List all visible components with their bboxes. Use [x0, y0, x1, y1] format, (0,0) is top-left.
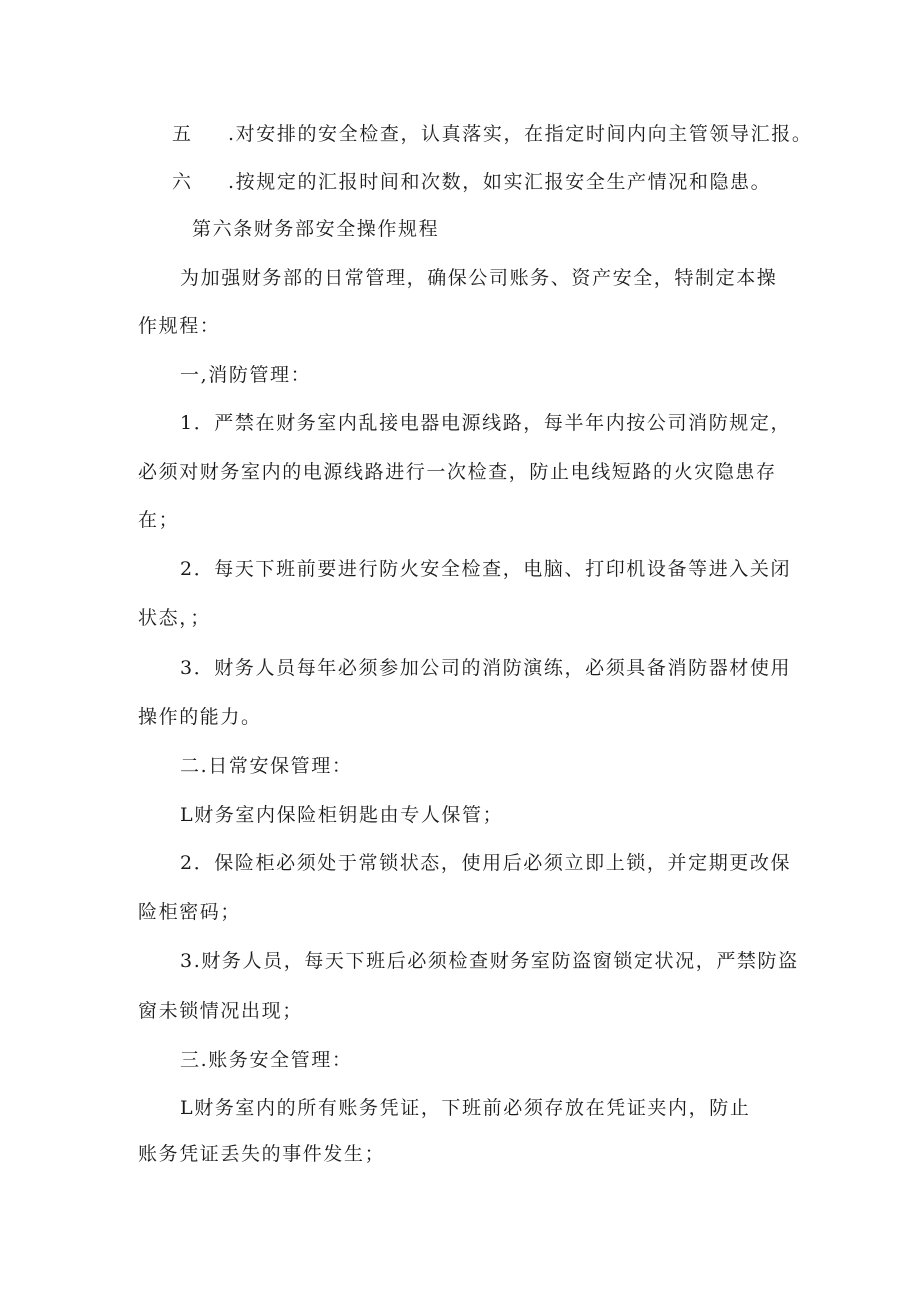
fire-item1-line3: 在；	[138, 509, 180, 531]
fire-item3-line1: 3．财务人员每年必须参加公司的消防演练，必须具备消防器材使用	[180, 657, 792, 679]
security-item2-line1: 2．保险柜必须处于常锁状态，使用后必须立即上锁，并定期更改保	[180, 852, 792, 874]
security-item3-line2: 窗未锁情况出现；	[138, 1000, 303, 1022]
security-item1: L财务室内保险柜钥匙由专人保管；	[180, 804, 504, 826]
security-heading: 二.日常安保管理：	[180, 755, 353, 777]
item-five-text: .对安排的安全检查，认真落实，在指定时间内向主管领导汇报。	[228, 123, 813, 145]
accounts-heading: 三.账务安全管理：	[180, 1049, 353, 1071]
security-item3-line1: 3.财务人员，每天下班后必须检查财务室防盗窗锁定状况，严禁防盗	[180, 950, 799, 972]
fire-item2-line1: 2．每天下班前要进行防火安全检查，电脑、打印机设备等进入关闭	[180, 558, 792, 580]
item-six-number: 六	[172, 171, 192, 193]
security-item2-line2: 险柜密码；	[138, 901, 242, 923]
item-six-text: .按规定的汇报时间和次数，如实汇报安全生产情况和隐患。	[228, 171, 772, 193]
intro-line-1: 为加强财务部的日常管理，确保公司账务、资产安全，特制定本操	[180, 267, 778, 289]
accounts-item1-line2: 账务凭证丢失的事件发生；	[138, 1143, 386, 1165]
fire-item3-line2: 操作的能力。	[138, 706, 262, 728]
article-title: 第六条财务部安全操作规程	[192, 218, 440, 240]
fire-item1-line2: 必须对财务室内的电源线路进行一次检查，防止电线短路的火灾隐患存	[138, 461, 777, 483]
fire-item1-line1: 1．严禁在财务室内乱接电器电源线路，每半年内按公司消防规定，	[180, 412, 792, 434]
fire-heading: 一,消防管理：	[180, 364, 312, 386]
item-five-number: 五	[172, 123, 192, 145]
intro-line-2: 作规程：	[138, 315, 221, 337]
fire-item2-line2: 状态，；	[138, 607, 211, 629]
accounts-item1-line1: L财务室内的所有账务凭证，下班前必须存放在凭证夹内，防止	[180, 1097, 751, 1119]
